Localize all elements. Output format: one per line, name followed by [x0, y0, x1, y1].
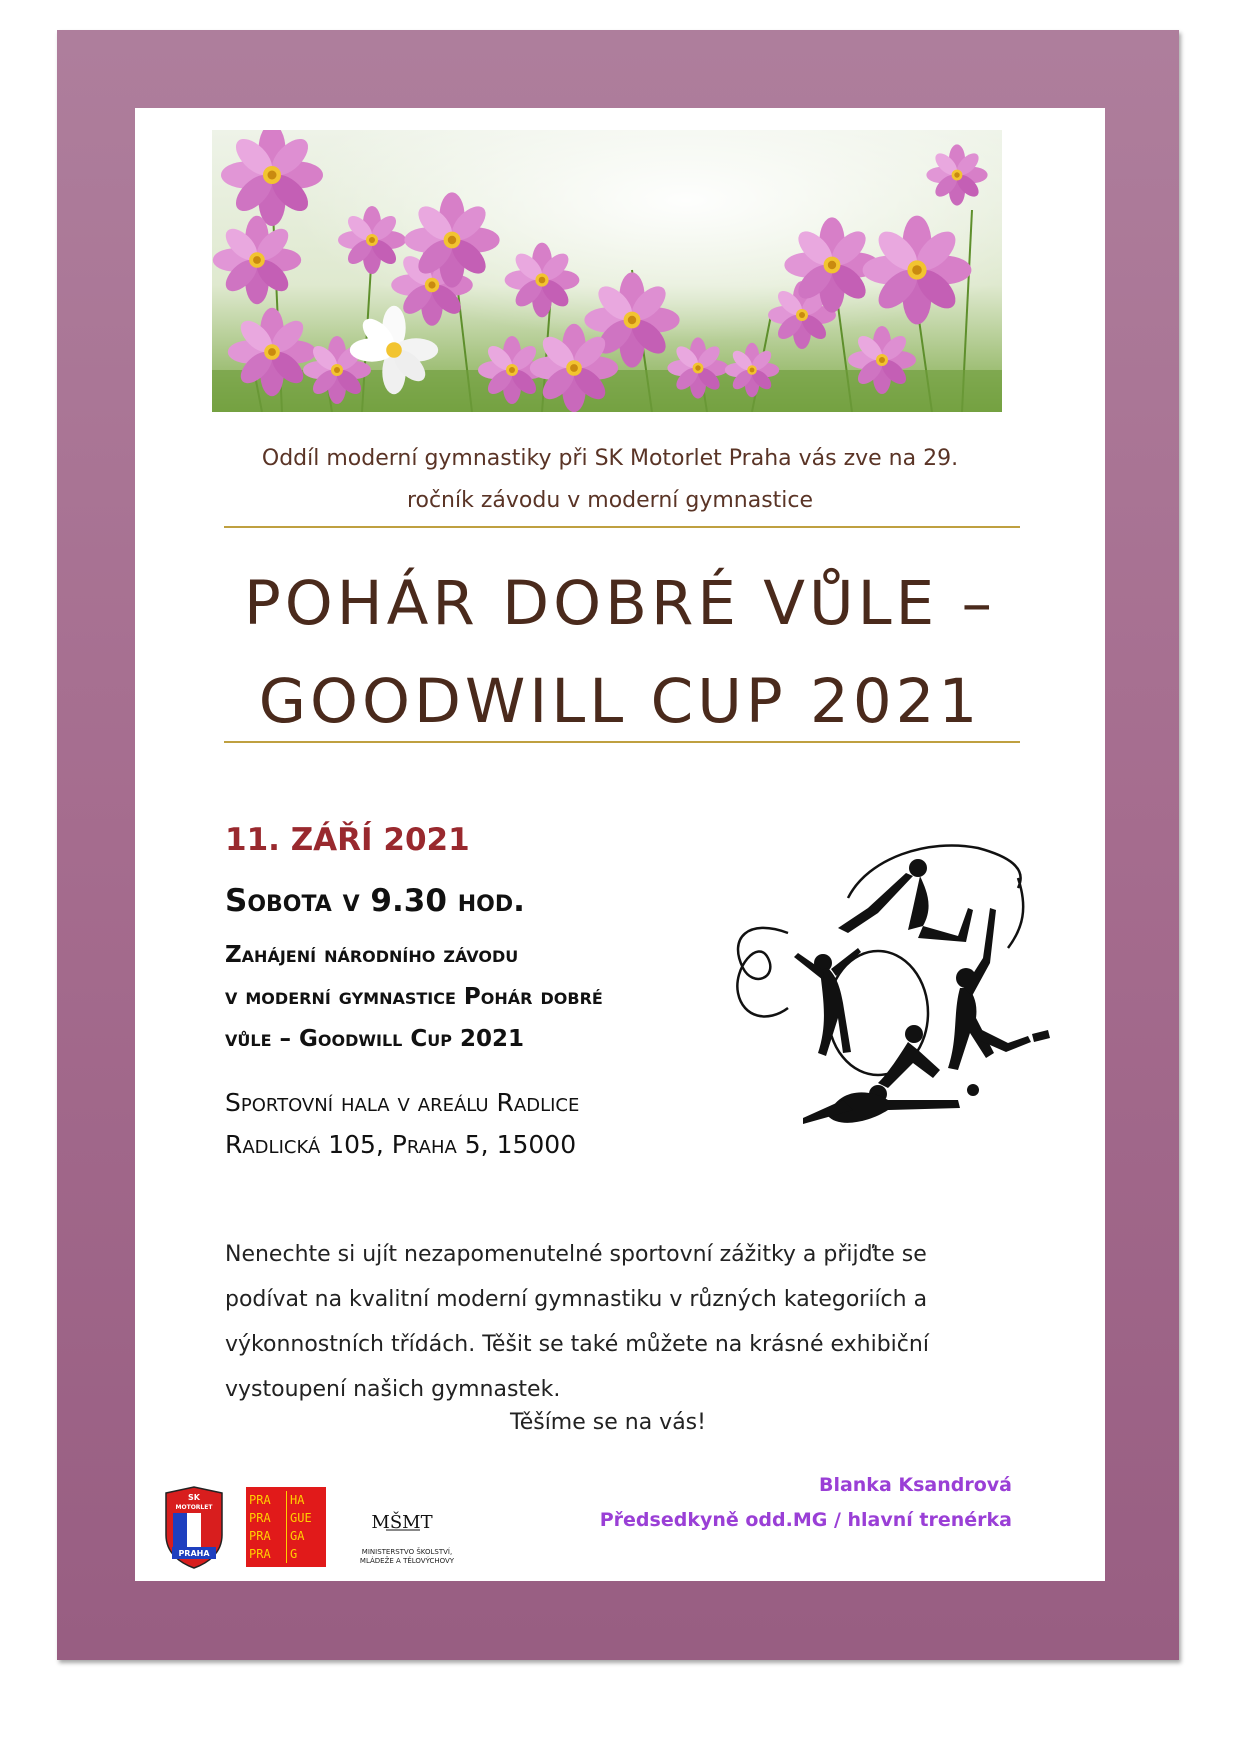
invitation-text: [225, 1232, 1025, 1412]
sk-motorlet-logo: [160, 1485, 228, 1569]
closing-line: Těšíme se na vás!: [510, 1410, 706, 1435]
title-line: GOODWILL CUP 2021: [258, 666, 982, 737]
title-line: POHÁR DOBRÉ VŮLE –: [243, 568, 997, 639]
event-description: [225, 934, 745, 1060]
praha-logo-text: PRA: [249, 1529, 271, 1543]
event-date: 11. ZÁŘÍ 2021: [225, 822, 470, 858]
praha-logo-text: PRA: [249, 1547, 271, 1561]
event-day-time: Sobota v 9.30 hod.: [225, 883, 525, 919]
venue-line: Sportovní hala v areálu Radlice: [225, 1088, 580, 1117]
intro-line: ročník závodu v moderní gymnastice: [406, 488, 814, 513]
sk-logo-mid: MOTORLET: [175, 1504, 213, 1511]
intro-line: Oddíl moderní gymnastiky při SK Motorlet Praha vás zve na 29.: [261, 446, 959, 471]
signature-role: Předsedkyně odd.MG / hlavní trenérka: [599, 1509, 1012, 1531]
signature-name: Blanka Ksandrová: [818, 1474, 1012, 1496]
praha-logo-text: GA: [286, 1527, 323, 1545]
body-line: vystoupení našich gymnastek.: [225, 1377, 561, 1402]
venue: [225, 1082, 745, 1166]
sk-logo-bottom: PRAHA: [178, 1549, 210, 1558]
venue-line: Radlická 105, Praha 5, 15000: [225, 1130, 577, 1159]
msmt-logo-text: MINISTERSTVO ŠKOLSTVÍ, MLÁDEŽE A TĚLOVÝCHOVY: [359, 1548, 455, 1565]
praha-logo-text: PRA: [249, 1511, 271, 1525]
praha-logo-text: HA: [286, 1491, 323, 1509]
flower-banner-image: [212, 130, 1002, 412]
intro-text: [200, 438, 1020, 522]
sk-logo-top: SK: [188, 1493, 200, 1502]
signature: [600, 1468, 1012, 1538]
praha-logo-text: G: [286, 1545, 323, 1563]
title-rule-bottom: [224, 741, 1020, 743]
body-line: výkonnostních třídách. Těšit se také můžete na krásné exhibiční: [225, 1332, 929, 1357]
praha-logo-text: GUE: [286, 1509, 323, 1527]
event-line: vůle – Goodwill Cup 2021: [225, 1026, 524, 1052]
title-rule-top: [224, 526, 1020, 528]
body-line: podívat na kvalitní moderní gymnastiku v různých kategoriích a: [225, 1287, 928, 1312]
body-line: Nenechte si ujít nezapomenutelné sportovní zážitky a přijďte se: [225, 1242, 927, 1267]
event-line: v moderní gymnastice Pohár dobré: [225, 984, 603, 1010]
event-line: Zahájení národního závodu: [225, 942, 519, 968]
msmt-logo-mark: MŠMT: [371, 1512, 433, 1533]
gymnasts-silhouette-image: [728, 838, 1058, 1128]
praha-logo-text: PRA: [249, 1493, 271, 1507]
event-title: [200, 555, 1040, 751]
praha-logo: [246, 1487, 326, 1567]
